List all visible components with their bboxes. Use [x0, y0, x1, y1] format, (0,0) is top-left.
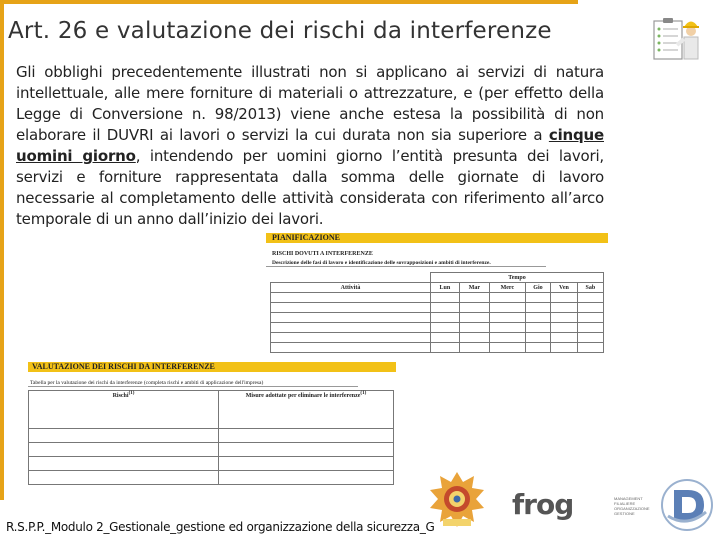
- pianificazione-header: PIANIFICAZIONE: [266, 233, 608, 243]
- frog-tagline: MANAGEMENT FILIALIERE ORGANIZZAZIONE GESTIONE: [614, 496, 650, 516]
- table-row: [271, 303, 604, 313]
- table-row: [29, 457, 394, 471]
- misure-label: Misure adottate per eliminare le interferenze: [245, 393, 361, 399]
- pianificazione-subheader: RISCHI DOVUTI A INTERFERENZE: [272, 251, 373, 257]
- seal-logo-icon: [426, 470, 488, 530]
- slide-footer: R.S.P.P._Modulo 2_Gestionale_gestione ed organizzazione della sicurezza_G: [6, 520, 435, 534]
- letter-d-logo-icon: [660, 476, 714, 534]
- table-row: [271, 293, 604, 303]
- paragraph-emphasis: cinque uomini giorno: [16, 126, 604, 165]
- paragraph-part-1: Gli obblighi precedentemente illustrati non si applicano ai servizi di natura intellettuale, alle mere forniture di materiali o attrezzature, e (per effetto della Legge di Conversione n. 98/2013) viene anche estesa la possibilità di non elaborare il DUVRI ai lavori o servizi la cui durata non sia superiore a: [16, 63, 604, 144]
- frog-wordmark: frog: [512, 488, 574, 521]
- valutazione-document: [28, 362, 396, 494]
- table-header-row: [29, 391, 394, 429]
- column-header: Merc: [490, 283, 526, 293]
- table-row: [271, 313, 604, 323]
- table-row: [29, 471, 394, 485]
- left-accent-rule: [0, 0, 4, 500]
- column-header: Mar: [459, 283, 489, 293]
- table-header-row: [271, 283, 604, 293]
- column-header: Ven: [551, 283, 578, 293]
- table-row: [271, 343, 604, 353]
- table-row: [271, 323, 604, 333]
- safety-checklist-icon: [647, 5, 705, 63]
- footnote-mark: (1): [128, 391, 135, 396]
- rischi-label: Rischi: [112, 393, 129, 399]
- top-accent-rule: [0, 0, 578, 4]
- table-row: [29, 429, 394, 443]
- column-header: Gio: [525, 283, 550, 293]
- table-row: [29, 443, 394, 457]
- column-header: Attività: [271, 283, 431, 293]
- frog-logo: [512, 488, 573, 521]
- column-header: [219, 391, 394, 429]
- pianificazione-document: [266, 233, 608, 357]
- valutazione-table: [28, 390, 394, 485]
- pianificazione-table: [270, 272, 604, 353]
- slide-title: Art. 26 e valutazione dei rischi da interferenze: [8, 18, 552, 44]
- valutazione-header: VALUTAZIONE DEI RISCHI DA INTERFERENZE: [28, 362, 396, 372]
- paragraph-part-2: , intendendo per uomini giorno l’entità presunta dei lavori, servizi e forniture rappresentata dalla somma delle giornate di lavoro necessarie al completamento delle attività considerata con riferimento all’arco temporale di un anno dall’inizio dei lavori.: [16, 147, 604, 228]
- body-paragraph: [16, 62, 604, 230]
- column-header: Sab: [577, 283, 603, 293]
- column-header: [29, 391, 219, 429]
- column-header: Lun: [431, 283, 460, 293]
- pianificazione-description: Descrizione delle fasi di lavoro e identificazione delle sovrapposizioni e ambiti di interferenze.: [266, 260, 546, 267]
- footnote-mark: (1): [360, 391, 367, 396]
- valutazione-subheader: Tabella per la valutazione dei rischi da interferenze (completa rischi e ambiti di applicazione dell'impresa): [28, 380, 358, 387]
- tempo-header: Tempo: [431, 273, 604, 283]
- table-row: [271, 333, 604, 343]
